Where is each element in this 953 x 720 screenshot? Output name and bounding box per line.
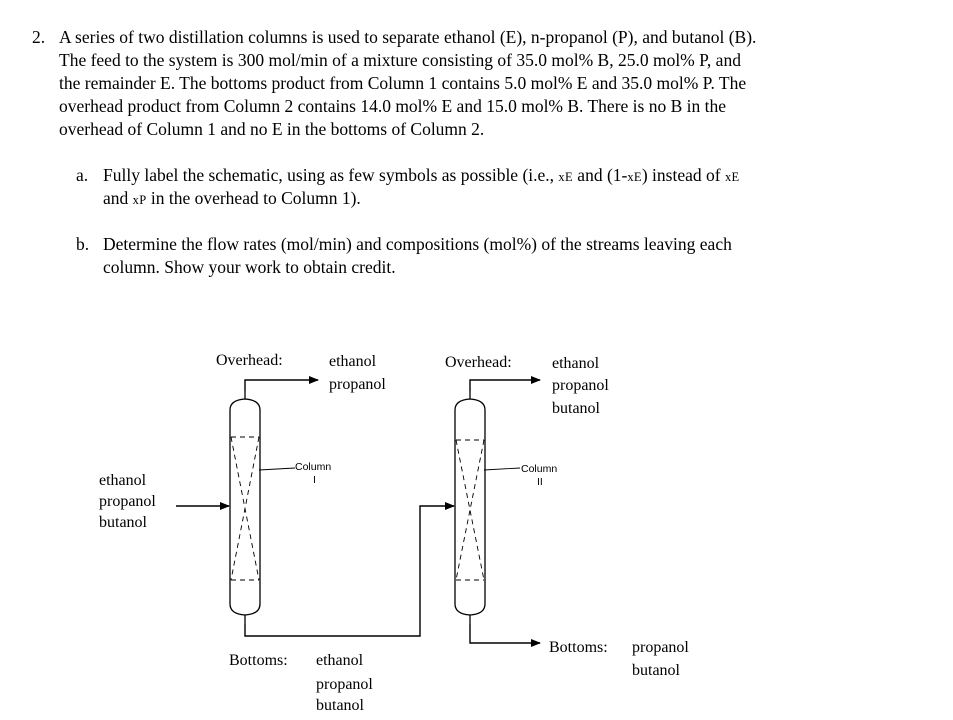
column-1-overhead-ethanol: ethanol [329,353,377,370]
column-2 [455,391,520,624]
column-1-bottoms-ethanol: ethanol [316,652,364,669]
overhead-1-arrow [245,380,318,391]
column-2-numeral: II [537,476,543,488]
column-1 [230,391,295,624]
feed-ethanol: ethanol [99,472,147,489]
part-b-letter: b. [76,234,90,254]
part-b-line-1: Determine the flow rates (mol/min) and compositions (mol%) of the streams leaving each [103,234,732,254]
column-1-bottoms-propanol: propanol [316,676,373,693]
problem-number: 2. [32,27,46,47]
problem-line-5: overhead of Column 1 and no E in the bottoms of Column 2. [59,119,485,139]
column-2-overhead-ethanol: ethanol [552,355,600,372]
problem-line-2: The feed to the system is 300 mol/min of a mixture consisting of 35.0 mol% B, 25.0 mol% P, and [59,50,741,70]
xe-symbol: xE [558,170,573,184]
problem-line-3: the remainder E. The bottoms product from Column 1 contains 5.0 mol% E and 35.0 mol% P. The [59,73,747,93]
column-2-bottoms-propanol: propanol [632,639,689,656]
overhead-2-arrow [470,380,540,391]
column-2-overhead-butanol: butanol [552,400,600,417]
problem-line-1: A series of two distillation columns is used to separate ethanol (E), n-propanol (P), and butanol (B). [59,27,757,47]
column-1-overhead-label: Overhead: [216,352,283,369]
column-2-overhead-propanol: propanol [552,377,609,394]
xe-symbol: xE [724,170,740,184]
column-1-label: Column [295,461,332,473]
part-a-letter: a. [76,165,89,185]
xp-symbol: xP [132,193,147,207]
part-a-line-2: and xP in the overhead to Column 1). [103,188,361,208]
column-2-bottoms-butanol: butanol [632,662,680,679]
xe-symbol: xE [627,170,642,184]
column-1-overhead-propanol: propanol [329,376,386,393]
bottoms-2-arrow [470,624,540,643]
part-b-line-2: column. Show your work to obtain credit. [103,257,396,277]
feed-butanol: butanol [99,514,147,531]
bottoms-1-to-column-2 [245,506,454,636]
column-1-bottoms-label: Bottoms: [229,652,288,669]
column-1-bottoms-butanol: butanol [316,697,364,714]
feed-propanol: propanol [99,493,156,510]
column-2-overhead-label: Overhead: [445,354,512,371]
column-1-numeral: I [313,474,316,486]
problem-line-4: overhead product from Column 2 contains 14.0 mol% E and 15.0 mol% B. There is no B in the [59,96,726,116]
column-2-bottoms-label: Bottoms: [549,639,608,656]
part-a-line-1: Fully label the schematic, using as few symbols as possible (i.e., xE and (1-xE) instead of xE [103,165,740,185]
column-2-label: Column [521,463,558,475]
